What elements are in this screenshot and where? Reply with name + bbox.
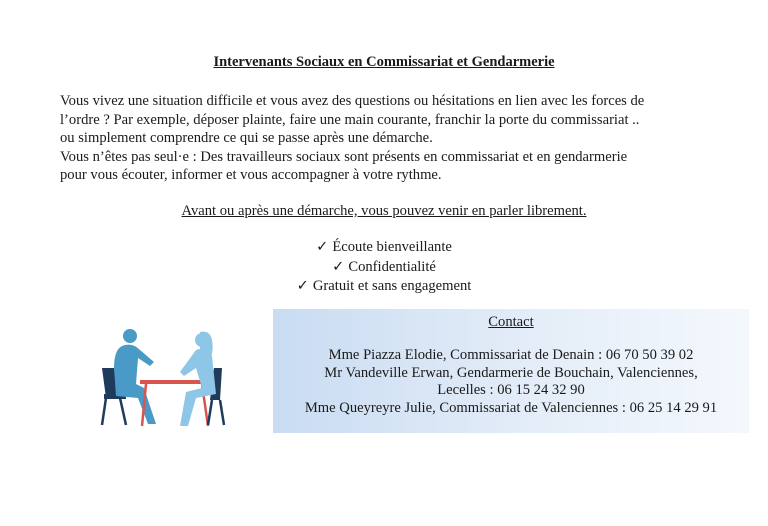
benefit-item (0, 258, 768, 278)
contact-line: Mme Queyreyre Julie, Commissariat de Valenciennes : 06 25 14 29 91 (304, 399, 718, 416)
contact-title: Contact (488, 314, 534, 330)
benefit-label: Confidentialité (348, 258, 436, 275)
benefit-item (0, 277, 768, 297)
contact-line: Mme Piazza Elodie, Commissariat de Denain : 06 70 50 39 02 (328, 347, 694, 363)
check-icon: ✓ (316, 239, 329, 255)
intro-line: Vous vivez une situation difficile et vous avez des questions ou hésitations en lien avec les forces de (60, 93, 645, 109)
contact-line: Mr Vandeville Erwan, Gendarmerie de Bouchain, Valenciennes, (324, 364, 698, 381)
contact-line: Lecelles : 06 15 24 32 90 (437, 382, 585, 398)
contact-list (273, 347, 749, 417)
benefit-item (0, 238, 768, 258)
contact-panel (273, 309, 749, 433)
conversation-illustration (92, 328, 232, 428)
benefit-label: Gratuit et sans engagement (312, 278, 472, 294)
tagline: Avant ou après une démarche, vous pouvez venir en parler librement. (181, 203, 587, 219)
intro-line: ou simplement comprendre ce qui se passe après une démarche. (60, 130, 433, 147)
intro-line: l’ordre ? Par exemple, déposer plainte, faire une main courante, franchir la porte du commissariat .. (60, 111, 640, 128)
page-title: Intervenants Sociaux en Commissariat et Gendarmerie (213, 54, 555, 70)
check-icon: ✓ (296, 278, 309, 294)
benefit-label: Écoute bienveillante (332, 239, 452, 255)
intro-text (60, 92, 740, 185)
benefits-list (0, 238, 768, 297)
left-person-icon (114, 329, 156, 424)
intro-line: pour vous écouter, informer et vous accompagner à votre rythme. (60, 167, 442, 184)
check-icon: ✓ (332, 258, 345, 275)
intro-line: Vous n’êtes pas seul·e : Des travailleurs sociaux sont présents en commissariat et en gendarmerie (60, 148, 628, 165)
